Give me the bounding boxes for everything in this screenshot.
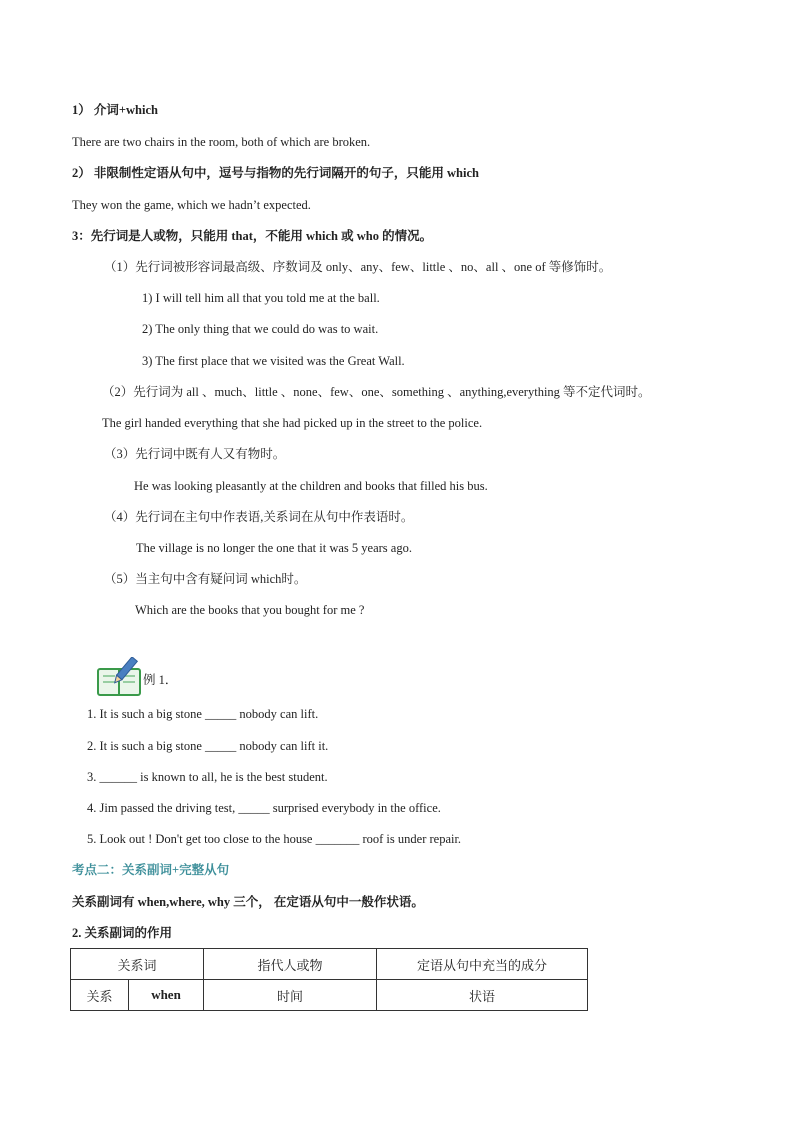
table-cell: 状语 xyxy=(377,980,588,1011)
case2-text: （2）先行词为 all 、much、little 、none、few、one、something 、anything,everything 等不定代词时。 xyxy=(102,385,651,399)
section2-example: They won the game, which we hadn’t expected. xyxy=(72,198,311,212)
table-header-cell: 关系词 xyxy=(71,949,204,980)
example-item-3: 3. ______ is known to all, he is the best student. xyxy=(87,770,328,784)
case1-example-1: 1) I will tell him all that you told me at the ball. xyxy=(142,291,380,305)
example-label: 例 1． xyxy=(143,673,178,687)
case2-example: The girl handed everything that she had picked up in the street to the police. xyxy=(102,416,483,430)
case1-text: （1）先行词被形容词最高级、序数词及 only、any、few、little 、no、all 、one of 等修饰时。 xyxy=(104,260,612,274)
case4-text: （4）先行词在主句中作表语,关系词在从句中作表语时。 xyxy=(104,510,414,524)
case3-text: （3）先行词中既有人又有物时。 xyxy=(104,447,286,461)
case1-example-3: 3) The first place that we visited was the Great Wall. xyxy=(142,354,405,368)
kaodian2-title: 考点二：关系副词+完整从句 xyxy=(72,863,230,877)
example-item-1: 1. It is such a big stone _____ nobody can lift. xyxy=(87,707,319,721)
case1-example-2: 2) The only thing that we could do was to wait. xyxy=(142,322,379,336)
case4-example: The village is no longer the one that it was 5 years ago. xyxy=(136,541,412,555)
table-header-cell: 指代人或物 xyxy=(204,949,377,980)
case5-text: （5）当主句中含有疑问词 which时。 xyxy=(104,572,307,586)
relative-adverb-table xyxy=(70,948,588,1011)
case3-example: He was looking pleasantly at the children and books that filled his bus. xyxy=(134,479,488,493)
section1-heading: 1） 介词+which xyxy=(72,103,158,117)
kaodian2-intro: 关系副词有 when,where, why 三个， 在定语从句中一般作状语。 xyxy=(72,895,424,909)
case5-example: Which are the books that you bought for me ? xyxy=(135,603,365,617)
example-item-4: 4. Jim passed the driving test, _____ surprised everybody in the office. xyxy=(87,801,441,815)
table-header-row xyxy=(71,949,588,980)
section3-heading: 3：先行词是人或物，只能用 that，不能用 which 或 who 的情况。 xyxy=(72,229,433,243)
table-cell: 关系 xyxy=(71,980,129,1011)
section2-heading: 2） 非限制性定语从句中，逗号与指物的先行词隔开的句子，只能用 which xyxy=(72,166,479,180)
table-header-cell: 定语从句中充当的成分 xyxy=(377,949,588,980)
kaodian2-subheading: 2. 关系副词的作用 xyxy=(72,926,173,940)
table-cell: 时间 xyxy=(204,980,377,1011)
table-cell: when xyxy=(129,980,204,1011)
table-row xyxy=(71,980,588,1011)
book-pencil-icon xyxy=(96,657,142,697)
example-item-2: 2. It is such a big stone _____ nobody can lift it. xyxy=(87,739,329,753)
example-item-5: 5. Look out ! Don't get too close to the house _______ roof is under repair. xyxy=(87,832,462,846)
section1-example: There are two chairs in the room, both of which are broken. xyxy=(72,135,371,149)
